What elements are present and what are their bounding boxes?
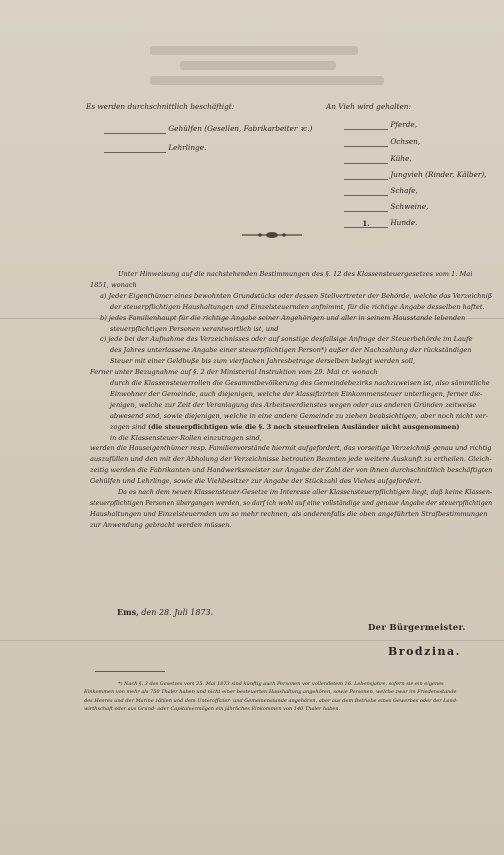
body-line: des Jahres unterlassene Angabe einer steuerpflichtigen Person*) außer der Nachzahlung der rückständigen [110,346,472,355]
emphasized-text: (die steuerpflichtigen wie die §. 3 noch steuerfreien Ausländer nicht ausgenommen) [147,422,460,431]
faded-bleedthrough-header [150,40,410,90]
ornament-divider [240,230,304,240]
body-line: c) jede bei der Aufnahme des Verzeichnisses oder auf sonstige desfallsige Anfrage der Steuerbehörde im Laufe [100,335,473,344]
apprentices-label: Lehrlinge. [168,143,207,152]
livestock-intro: An Vieh wird gehalten: [326,102,411,111]
livestock-count [344,203,388,212]
body-line: Steuer mit einer Geldbuße bis zum vierfachen Jahresbetrage derselben belegt werden soll, [110,357,416,366]
signature-title: Der Bürgermeister. [368,623,466,633]
body-line: der steuerpflichtigen Haushaltungen und Einzelsteuernden anfnimmt, für die richtige Angabe desselben haftet. [110,302,485,311]
livestock-count [344,121,388,130]
livestock-count [344,138,388,147]
body-line: steuerpflichtigen Personen übergangen werden, so darf ich wohl auf eine vollständige und genaue Angabe der steuerpflichtigen [90,498,493,507]
body-line: zur Anwendung gebracht werden müssen. [90,520,232,529]
assistants-label: Gehülfen (Gesellen, Fabrikarbeiter ꝛc.) [168,124,313,133]
livestock-row [344,186,418,196]
body-line: abwesend sind, sowie diejenigen, welche in eine andere Gemeinde zu ziehen beabsichtigen, aber noch nicht ver- [110,411,488,420]
body-line: zeitig werden die Fabrikanten und Handwerksmeister zur Angabe der Zahl der von ihnen durchschnittlich beschäftigten [90,466,493,475]
livestock-row [344,154,412,164]
place: Ems, [117,607,139,617]
body-line-emphasis [110,423,460,431]
body-line: in die Klassensteuer-Rollen einzutragen sind, [110,433,262,442]
livestock-row [344,202,428,212]
livestock-label: Schweine, [388,202,429,211]
livestock-row [344,218,417,228]
date: den 28. Juli 1873. [141,608,214,617]
footnote-line: wirthschaft oder aus Grund- oder Capitalvermögen ein jährliches Einkommen von 140 Thaler haben. [84,706,341,713]
body-line: jenigen, welche zur Zeit der Veranlagung des Arbeitsverdienstes wegen oder aus anderen Gründen zeitweise [110,400,477,409]
assistants-row [104,124,312,134]
body-line: werden die Hauseigenthümer resp. Familienvorstände hiermit aufgefordert, das vorseitige Verzeichniß genau und richtig [90,444,492,453]
livestock-row [344,120,417,130]
livestock-row [344,137,420,147]
body-line: durch die Klassensteuerrollen die Gesammtbevölkerung des Gemeindebezirks nachzuweisen ist, also sämmtliche [110,379,490,387]
body-line: 1851, wonach [90,280,137,289]
body-line: Da es nach dem neuen Klassensteuer-Gesetze im Interesse aller Klassensteuerpflichtigen liegt, daß keine Klassen- [118,488,493,496]
livestock-label: Ochsen, [388,137,421,146]
signature-name: Brodzina. [388,645,462,658]
livestock-label: Hunde. [388,218,418,227]
livestock-label: Kühe, [388,154,412,163]
livestock-row [344,170,487,180]
body-line: steuerpflichtigen Personen verantwortlich ist, und [110,324,279,333]
body-line: Einwohner der Gemeinde, auch diejenigen, welche der klassifizirten Einkommensteuer unterliegen, ferner die- [110,389,483,398]
livestock-label: Schafe, [388,186,418,195]
livestock-count: 1. [344,219,388,228]
livestock-count [344,155,388,164]
apprentices-row [104,143,206,153]
employees-intro: Es werden durchschnittlich beschäftigt: [86,102,235,111]
body-text-span: zogen sind [110,422,148,431]
footnote-line: Einkommen von mehr als 750 Thaler haben und nicht einer besteuerten Haushaltung angehören, sowie Personen, welche zwar im Friedensstande [84,689,457,696]
body-line: Ferner unter Bezugnahme auf §. 2 der Ministerial Instruktion vom 29. Mai cr. wonach [90,368,378,377]
body-line: auszufüllen und den mit der Abholung der Verzeichnisse betrauten Beamten jede weitere Auskunft zu ertheilen. Gleich- [90,455,492,464]
body-line: Unter Hinweisung auf die nachstehenden Bestimmungen des §. 12 des Klassensteuergesetzes vom 1. Mai [118,270,473,278]
livestock-count [344,171,388,180]
place-date [117,607,213,618]
body-line: Haushaltungen und Einzelsteuernden um so mehr rechnen, als anderenfalls die oben angeführten Strafbestimmungen [90,509,488,518]
livestock-label: Pferde, [388,120,418,129]
livestock-label: Jungvieh (Rinder, Kälber), [388,170,487,179]
body-line: b) jedes Familienhaupt für die richtige Angabe seiner Angehörigen und aller in seinem Hausstande lebenden [100,313,466,322]
footnote-line: des Heeres und der Marine zählen und dem Unteroffizier- und Gemeinenstande angehören, aber aus dem Betriebe eines Gewerbes oder der Land- [84,697,458,704]
footnote-line: *) Nach §. 3 des Gesetzes vom 25. Mai 1873 sind künftig auch Personen vor vollendetem 16. Lebensjahre, sofern sie ein eigenes [118,681,444,687]
body-line: a) Jeder Eigenthümer eines bewohnten Grundstücks oder dessen Stellvertreter der Behörde, welche das Verzeichniß [100,291,493,300]
body-line: Gehülfen und Lehrlinge, sowie die Viehbesitzer zur Angabe der Stückzahl des Viehes aufgefordert. [90,477,422,486]
livestock-count [344,187,388,196]
footnote-rule [95,671,165,672]
